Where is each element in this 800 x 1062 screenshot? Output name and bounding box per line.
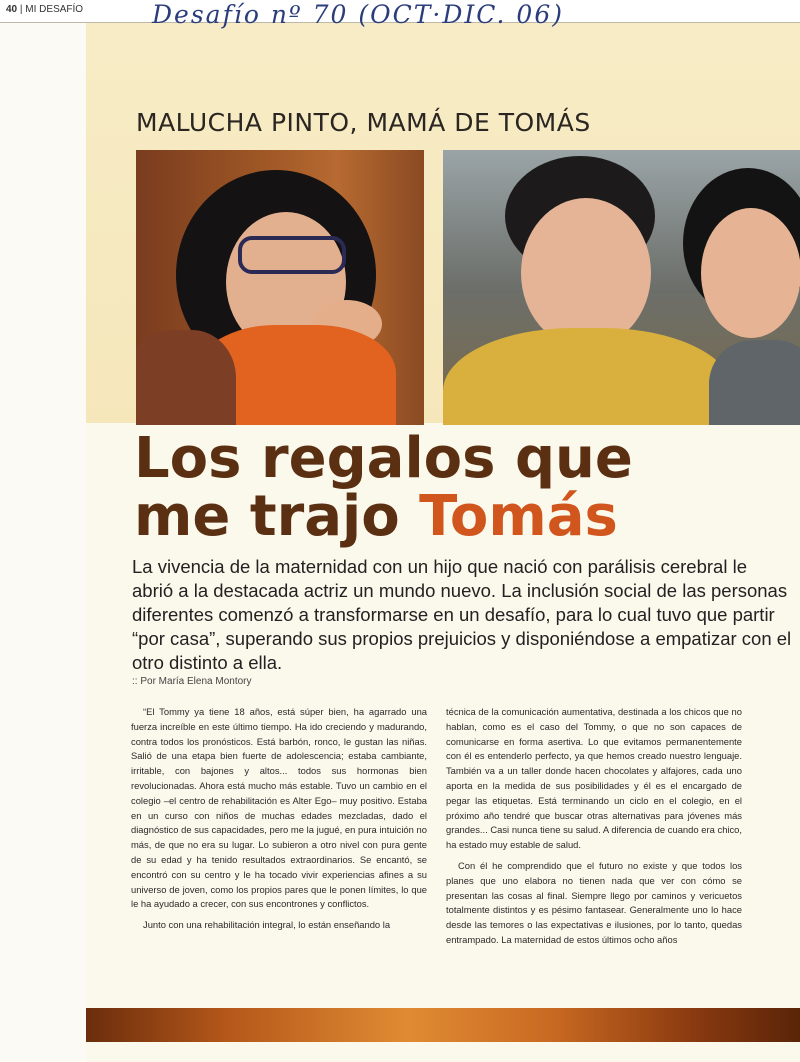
headline-line-2-prefix: me trajo: [134, 484, 420, 549]
photo-portrait-mother: [136, 150, 424, 425]
article-kicker: MALUCHA PINTO, MAMÁ DE TOMÁS: [136, 108, 591, 137]
folio: [6, 4, 83, 15]
photo-mother-and-son: [443, 150, 800, 425]
folio-separator: |: [19, 4, 26, 15]
headline-line-1: Los regalos que: [134, 426, 633, 491]
headline-accent-name: Tomás: [419, 484, 618, 549]
photo-sweater-shape: [136, 330, 236, 425]
body-column-2: [446, 705, 742, 954]
body-paragraph: técnica de la comunicación aumentativa, destinada a los chicos que no hablan, como es el caso del Tommy, o que no son capaces de comunicarse en forma asertiva. Lo que evitamos permanentemente con él es entenderlo perfecto, ya que hemos creado nuestro lenguaje. También va a un taller donde hacen chocolates y alfajores, cada uno aporta en la medida de sus posibilidades y él es el encargado de pegar las etiquetas. Está terminando un ciclo en el colegio, en el próximo año tendré que buscar otras alternativas para jóvenes más grandes... Casi nunca tiene su salud. A diferencia de cuando era chico, ha estado muy estable de salud.: [446, 706, 742, 851]
page-number: 40: [6, 4, 18, 15]
section-name: MI DESAFÍO: [25, 4, 84, 15]
article-byline: :: Por María Elena Montory: [132, 676, 252, 687]
body-paragraph: “El Tommy ya tiene 18 años, está súper bien, ha agarrado una fuerza increíble en este último tiempo. Ha ido creciendo y madurando, contra todos los pronósticos. Está barbón, ronco, le gustan las niñas. Salió de una etapa bien fuerte de adolescencia; estaba cambiante, irritable, con bajones y altos... todos sus hormonas bien revolucionadas. Ahora está mucho más estable. Tuvo un cambio en el colegio –el centro de rehabilitación es Alter Ego– muy positivo. Estaba en un curso con niños de muchas edades mezcladas, dado el diagnóstico de sus capacidades, pero me la jugué, en pura intuición no más, de que no era su lugar. Lo subieron a otro nivel con pura gente de su edad y ha tenido resultados extraordinarios. Se encantó, se encontró con su centro y le ha tocado vivir experiencias afines a su universo de joven, como los propios pares que le ponen límites, lo que le ha ayudado a crecer, con sus encontrones y conflictos.: [131, 706, 427, 910]
page-header-strip: [0, 0, 800, 29]
photo-glasses-shape: [238, 236, 346, 274]
photo-son-face-shape: [521, 198, 651, 348]
photo-mother-sweater-shape: [709, 340, 800, 425]
footer-photo-band: [86, 1008, 800, 1042]
scan-left-margin: [0, 18, 86, 1062]
body-paragraph: Junto con una rehabilitación integral, lo están enseñando la: [143, 919, 391, 931]
body-column-1: [131, 705, 427, 939]
photo-son-sweater-shape: [443, 328, 733, 425]
article-headline: [134, 426, 633, 549]
body-paragraph: Con él he comprendido que el futuro no existe y que todos los planes que uno elabora no tienen nada que ver con cómo se presentan las cosas al final. Siempre llego por caminos y vericuetos totalmente distintos y es pésimo fantasear. Generalmente uno lo hace desde las temores o las expectativas e ilusiones, por lo tanto, quedas entrampado. La maternidad de estos últimos ocho años: [446, 859, 742, 945]
handwritten-annotation: Desafío nº 70 (OCT·DIC. 06): [152, 0, 564, 29]
photo-mother-face-shape: [701, 208, 800, 338]
article-lead: La vivencia de la maternidad con un hijo que nació con parálisis cerebral le abrió a la destacada actriz un mundo nuevo. La inclusión social de las personas diferentes comenzó a transformarse en un desafío, para lo cual tuvo que partir “por casa”, superando sus propios prejuicios y disponiéndose a empatizar con el otro distinto a ella.: [132, 556, 792, 673]
